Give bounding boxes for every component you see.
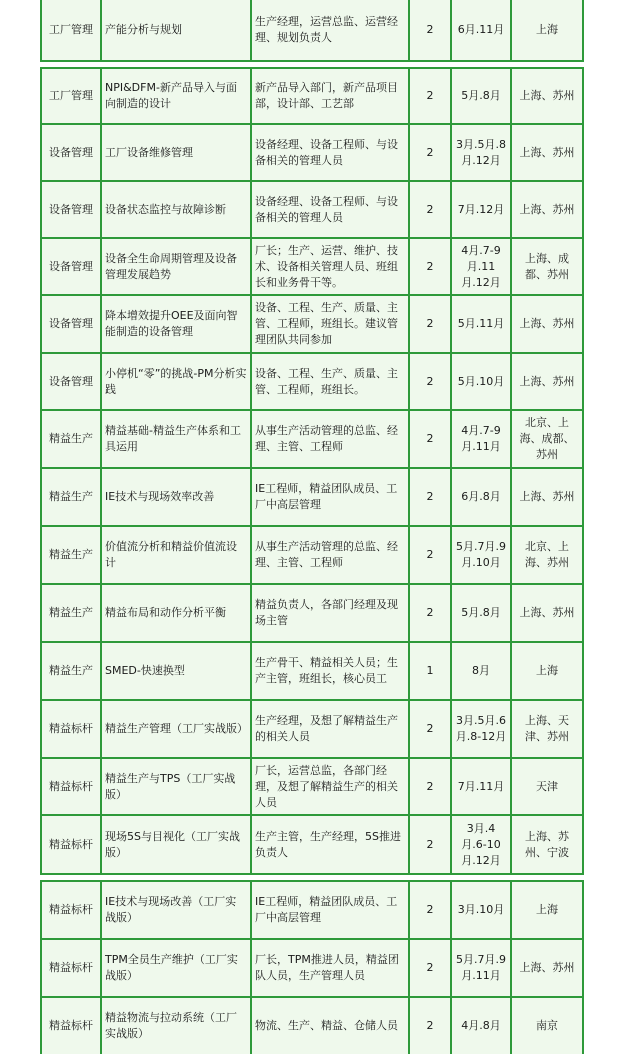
city-cell: 上海、苏州 xyxy=(519,202,575,216)
table-row xyxy=(40,469,584,527)
audience-cell: 设备经理、设备工程师、与设备相关的管理人员 xyxy=(252,125,410,180)
course-cell: 价值流分析和精益价值流设计 xyxy=(102,527,252,583)
months-cell: 5月.7月.9月.10月 xyxy=(452,527,512,583)
course-cell: 精益布局和动作分析平衡 xyxy=(102,585,252,641)
audience-cell: 生产经理，运营总监、运营经理、规划负责人 xyxy=(252,0,410,60)
audience-cell: 厂长，运营总监，各部门经理，及想了解精益生产的相关人员 xyxy=(252,759,410,814)
category-cell: 精益标杆 xyxy=(42,998,102,1054)
category-cell: 精益生产 xyxy=(42,643,102,699)
months-cell: 5月.11月 xyxy=(452,296,512,352)
audience-cell: 设备经理、设备工程师、与设备相关的管理人员 xyxy=(252,182,410,237)
course-cell: 降本增效提升OEE及面向智能制造的设备管理 xyxy=(102,296,252,352)
category-cell: 精益生产 xyxy=(42,527,102,583)
table-row xyxy=(40,940,584,998)
category-cell: 精益标杆 xyxy=(42,882,102,938)
audience-cell: 从事生产活动管理的总监、经理、主管、工程师 xyxy=(252,411,410,467)
audience-cell: IE工程师，精益团队成员、工厂中高层管理 xyxy=(252,882,410,938)
months-cell: 5月.8月 xyxy=(452,585,512,641)
months-cell: 3月.10月 xyxy=(452,882,512,938)
days-cell: 2 xyxy=(410,940,452,996)
course-cell: 精益物流与拉动系统（工厂实战版） xyxy=(102,998,252,1054)
course-cell: 设备状态监控与故障诊断 xyxy=(102,182,252,237)
category-cell: 工厂管理 xyxy=(42,69,102,123)
table-row xyxy=(40,239,584,296)
audience-cell: 新产品导入部门，新产品项目部，设计部、工艺部 xyxy=(252,69,410,123)
audience-cell: 物流、生产、精益、仓储人员 xyxy=(252,998,410,1054)
course-cell: 产能分析与规划 xyxy=(102,0,252,60)
category-cell: 精益标杆 xyxy=(42,940,102,996)
table-row xyxy=(40,527,584,585)
city-cell: 上海、苏州 xyxy=(519,145,575,159)
category-cell: 设备管理 xyxy=(42,182,102,237)
course-cell: 精益生产管理（工厂实战版） xyxy=(102,701,252,757)
days-cell: 2 xyxy=(410,411,452,467)
months-cell: 4月.7-9月.11月 xyxy=(452,411,512,467)
days-cell: 2 xyxy=(410,527,452,583)
months-cell: 5月.7月.9月.11月 xyxy=(452,940,512,996)
days-cell: 2 xyxy=(410,998,452,1054)
days-cell: 2 xyxy=(410,469,452,525)
months-cell: 5月.10月 xyxy=(452,354,512,409)
table-row xyxy=(40,998,584,1054)
course-cell: NPI&DFM-新产品导入与面向制造的设计 xyxy=(102,69,252,123)
city-cell: 北京、上海、苏州 xyxy=(525,540,569,569)
months-cell: 3月.5月.8月.12月 xyxy=(452,125,512,180)
months-cell: 7月.12月 xyxy=(452,182,512,237)
city-cell: 上海、苏州 xyxy=(519,606,575,619)
city-cell: 天津 xyxy=(536,779,558,793)
months-cell: 6月.11月 xyxy=(452,0,512,60)
months-cell: 3月.4月.6-10月.12月 xyxy=(452,816,512,873)
table-row xyxy=(40,701,584,759)
city-cell: 上海 xyxy=(536,664,558,677)
category-cell: 精益生产 xyxy=(42,585,102,641)
city-cell: 上海、成都、苏州 xyxy=(525,251,569,281)
city-cell: 上海、苏州 xyxy=(519,317,575,330)
days-cell: 2 xyxy=(410,239,452,294)
table-row xyxy=(40,759,584,816)
category-cell: 精益标杆 xyxy=(42,759,102,814)
months-cell: 5月.8月 xyxy=(452,69,512,123)
category-cell: 精益生产 xyxy=(42,469,102,525)
months-cell: 3月.5月.6月.8-12月 xyxy=(452,701,512,757)
category-cell: 设备管理 xyxy=(42,239,102,294)
audience-cell: IE工程师，精益团队成员、工厂中高层管理 xyxy=(252,469,410,525)
category-cell: 精益生产 xyxy=(42,411,102,467)
months-cell: 6月.8月 xyxy=(452,469,512,525)
course-cell: IE技术与现场效率改善 xyxy=(102,469,252,525)
course-cell: 精益生产与TPS（工厂实战版） xyxy=(102,759,252,814)
days-cell: 2 xyxy=(410,354,452,409)
category-cell: 设备管理 xyxy=(42,296,102,352)
city-cell: 上海、苏州 xyxy=(519,961,575,974)
course-cell: 工厂设备维修管理 xyxy=(102,125,252,180)
months-cell: 8月 xyxy=(452,643,512,699)
days-cell: 2 xyxy=(410,882,452,938)
table-row xyxy=(40,643,584,701)
audience-cell: 从事生产活动管理的总监、经理、主管、工程师 xyxy=(252,527,410,583)
city-cell: 上海、天津、苏州 xyxy=(525,714,569,743)
course-cell: SMED-快速换型 xyxy=(102,643,252,699)
city-cell: 上海 xyxy=(536,903,558,916)
table-row xyxy=(40,125,584,182)
course-cell: 小停机“零”的挑战-PM分析实践 xyxy=(102,354,252,409)
course-schedule-table xyxy=(40,0,584,1054)
table-row xyxy=(40,880,584,940)
months-cell: 4月.7-9月.11月.12月 xyxy=(452,239,512,294)
audience-cell: 精益负责人，各部门经理及现场主管 xyxy=(252,585,410,641)
category-cell: 精益标杆 xyxy=(42,816,102,873)
audience-cell: 设备、工程、生产、质量、主管、工程师，班组长。 xyxy=(252,354,410,409)
city-cell: 上海 xyxy=(536,23,558,36)
audience-cell: 厂长，TPM推进人员，精益团队人员，生产管理人员 xyxy=(252,940,410,996)
audience-cell: 设备、工程、生产、质量、主管、工程师，班组长。建议管理团队共同参加 xyxy=(252,296,410,352)
course-cell: TPM全员生产维护（工厂实战版） xyxy=(102,940,252,996)
days-cell: 2 xyxy=(410,0,452,60)
table-row xyxy=(40,816,584,875)
table-row xyxy=(40,0,584,62)
city-cell: 上海、苏州 xyxy=(519,89,575,102)
days-cell: 2 xyxy=(410,585,452,641)
city-cell: 上海、苏州 xyxy=(519,374,575,388)
table-row xyxy=(40,411,584,469)
audience-cell: 生产主管，生产经理，5S推进负责人 xyxy=(252,816,410,873)
city-cell: 北京、上海、成都、苏州 xyxy=(519,416,575,461)
table-row xyxy=(40,354,584,411)
audience-cell: 厂长；生产、运营、维护、技术、设备相关管理人员、班组长和业务骨干等。 xyxy=(252,239,410,294)
days-cell: 1 xyxy=(410,643,452,699)
days-cell: 2 xyxy=(410,125,452,180)
days-cell: 2 xyxy=(410,69,452,123)
table-row xyxy=(40,585,584,643)
category-cell: 工厂管理 xyxy=(42,0,102,60)
course-cell: 现场5S与目视化（工厂实战版） xyxy=(102,816,252,873)
category-cell: 设备管理 xyxy=(42,354,102,409)
months-cell: 4月.8月 xyxy=(452,998,512,1054)
course-cell: 精益基础-精益生产体系和工具运用 xyxy=(102,411,252,467)
months-cell: 7月.11月 xyxy=(452,759,512,814)
city-cell: 上海、苏州、宁波 xyxy=(525,829,569,859)
days-cell: 2 xyxy=(410,701,452,757)
days-cell: 2 xyxy=(410,816,452,873)
days-cell: 2 xyxy=(410,182,452,237)
audience-cell: 生产经理，及想了解精益生产的相关人员 xyxy=(252,701,410,757)
city-cell: 上海、苏州 xyxy=(519,490,575,503)
days-cell: 2 xyxy=(410,296,452,352)
course-cell: IE技术与现场改善（工厂实战版） xyxy=(102,882,252,938)
category-cell: 精益标杆 xyxy=(42,701,102,757)
course-cell: 设备全生命周期管理及设备管理发展趋势 xyxy=(102,239,252,294)
category-cell: 设备管理 xyxy=(42,125,102,180)
table-row xyxy=(40,296,584,354)
table-row xyxy=(40,182,584,239)
audience-cell: 生产骨干、精益相关人员；生产主管，班组长，核心员工 xyxy=(252,643,410,699)
table-row xyxy=(40,67,584,125)
days-cell: 2 xyxy=(410,759,452,814)
city-cell: 南京 xyxy=(536,1019,558,1032)
